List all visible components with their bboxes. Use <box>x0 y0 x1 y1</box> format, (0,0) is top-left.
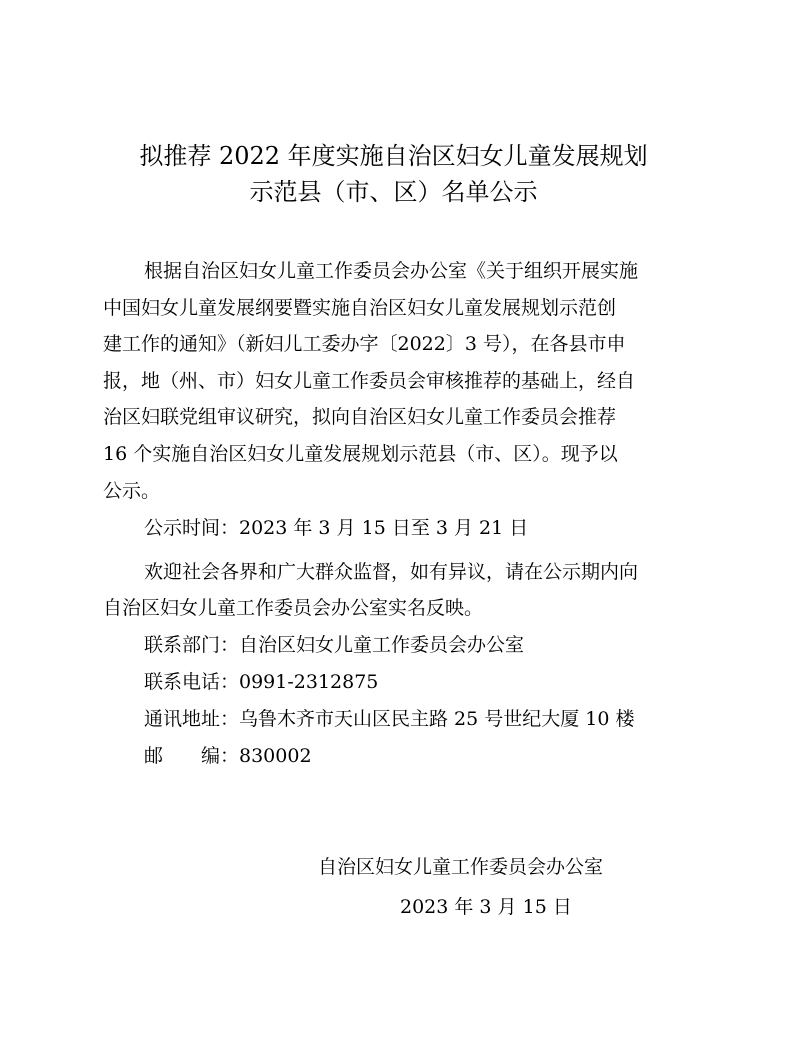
body-paragraph-line: 报，地（州、市）妇女儿童工作委员会审核推荐的基础上，经自 <box>103 370 636 392</box>
body-paragraph-line: 中国妇女儿童发展纲要暨实施自治区妇女儿童发展规划示范创 <box>103 297 617 319</box>
body-paragraph-line: 治区妇联党组审议研究，拟向自治区妇女儿童工作委员会推荐 <box>103 406 617 428</box>
body-paragraph-line: 公示。 <box>103 480 161 502</box>
contact-address: 通讯地址：乌鲁木齐市天山区民主路 25 号世纪大厦 10 楼 <box>144 708 635 730</box>
body-paragraph-line: 建工作的通知》（新妇儿工委办字〔2022〕3 号），在各县市申 <box>103 333 626 355</box>
supervision-line: 自治区妇女儿童工作委员会办公室实名反映。 <box>103 597 484 619</box>
signature-date: 2023 年 3 月 15 日 <box>400 896 572 918</box>
body-paragraph-line: 根据自治区妇女儿童工作委员会办公室《关于组织开展实施 <box>144 260 639 282</box>
supervision-line: 欢迎社会各界和广大群众监督，如有异议，请在公示期内向 <box>144 561 639 583</box>
document-title-line2: 示范县（市、区）名单公示 <box>249 178 538 206</box>
contact-phone: 联系电话：0991-2312875 <box>144 671 379 693</box>
signature-organization: 自治区妇女儿童工作委员会办公室 <box>318 856 604 878</box>
postal-code: 邮 编：830002 <box>144 745 312 767</box>
document-title-line1: 拟推荐 2022 年度实施自治区妇女儿童发展规划 <box>139 142 648 170</box>
body-paragraph-line: 16 个实施自治区妇女儿童发展规划示范县（市、区）。现予以 <box>103 443 618 465</box>
publicity-time: 公示时间：2023 年 3 月 15 日至 3 月 21 日 <box>144 517 529 539</box>
contact-department: 联系部门：自治区妇女儿童工作委员会办公室 <box>144 634 525 656</box>
